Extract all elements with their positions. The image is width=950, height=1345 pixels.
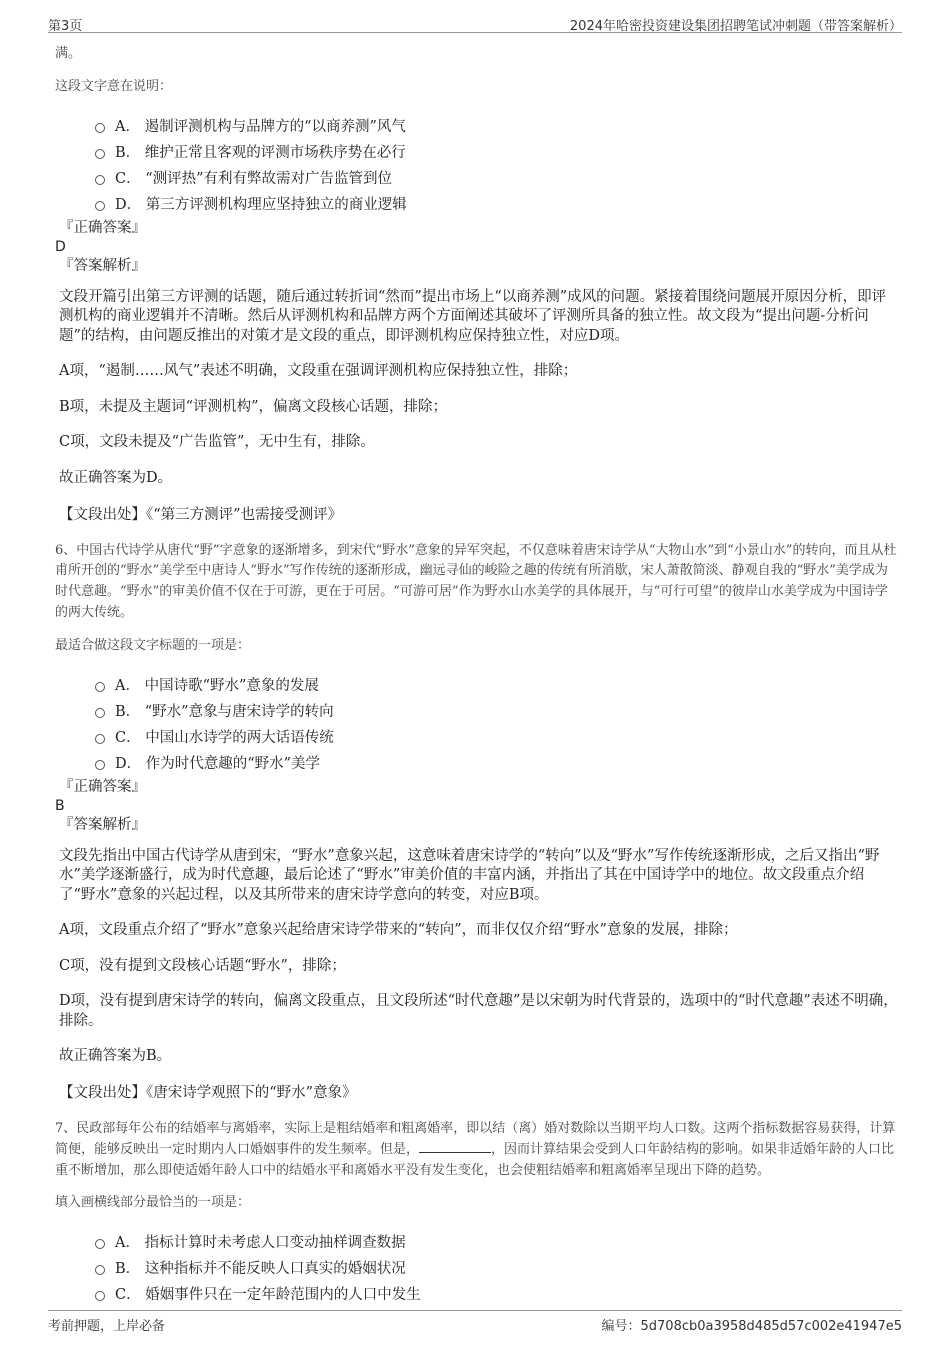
option-d[interactable]: D． 第三方评测机构理应坚持独立的商业逻辑 bbox=[95, 192, 898, 218]
option-a[interactable]: A． 中国诗歌“野水”意象的发展 bbox=[95, 673, 898, 699]
analysis-label: 『答案解析』 bbox=[59, 816, 146, 833]
radio-icon[interactable] bbox=[95, 1239, 105, 1249]
radio-icon[interactable] bbox=[95, 175, 105, 185]
radio-icon[interactable] bbox=[95, 1265, 105, 1275]
source-citation: 【文段出处】《唐宋诗学观照下的“野水”意象》 bbox=[59, 1085, 357, 1102]
answer-value: B bbox=[55, 797, 65, 814]
q7-options bbox=[95, 1230, 898, 1308]
option-a[interactable]: A． 指标计算时未考虑人口变动抽样调查数据 bbox=[95, 1230, 898, 1256]
radio-icon[interactable] bbox=[95, 149, 105, 159]
analysis-paragraph: B项，未提及主题词“评测机构”，偏离文段核心话题，排除； bbox=[59, 398, 447, 415]
option-b[interactable]: B． 维护正常且客观的评测市场秩序势在必行 bbox=[95, 140, 898, 166]
analysis-paragraph: C项，没有提到文段核心话题“野水”，排除； bbox=[59, 957, 346, 974]
radio-icon[interactable] bbox=[95, 682, 105, 692]
analysis-paragraph: A项，文段重点介绍了“野水”意象兴起给唐宋诗学带来的“转向”，而非仅仅介绍“野水”意象的发展，排除； bbox=[59, 922, 738, 939]
analysis-paragraph: A项，“遏制……风气”表述不明确，文段重在强调评测机构应保持独立性，排除； bbox=[59, 363, 578, 380]
option-d[interactable]: D． 作为时代意趣的“野水”美学 bbox=[95, 751, 898, 777]
q6-stem: 6、中国古代诗学从唐代“野”字意象的逐渐增多，到宋代“野水”意象的异军突起，不仅意味着唐宋诗学从“大物山水”到“小景山水”的转向，而且从杜甫所开创的“野水”美学至中唐诗人“野水”写作传统的逐渐形成，幽远寻仙的峻险之趣的传统有所消歇，宋人萧散简淡、静观自我的“野水”美学成为时代意趣。“野水”的审美价值不仅在于可游，更在于可居。“可游可居”作为野水山水美学的具体展开，与“可行可望”的彼岸山水美学成为中国诗学的两大传统。 bbox=[55, 542, 897, 620]
page-header bbox=[48, 10, 902, 33]
answer-label: 『正确答案』 bbox=[59, 778, 146, 795]
q5-stem-end: 满。 bbox=[55, 46, 82, 61]
q6-options bbox=[95, 673, 898, 777]
option-a[interactable]: A． 遏制评测机构与品牌方的“以商养测”风气 bbox=[95, 114, 898, 140]
radio-icon[interactable] bbox=[95, 201, 105, 211]
analysis-paragraph: 文段先指出中国古代诗学从唐到宋，“野水”意象兴起，这意味着唐宋诗学的“转向”以及“野水”写作传统逐渐形成，之后又指出“野水”美学逐渐盛行，成为时代意趣，最后论述了“野水”审美价值的丰富内涵，并指出了其在中国诗学中的地位。故文段重点介绍了“野水”意象的兴起过程，以及其所带来的唐宋诗学意向的转变，对应B项。 bbox=[59, 847, 880, 903]
q7-prompt: 填入画横线部分最恰当的一项是： bbox=[55, 1195, 251, 1211]
option-c[interactable]: C． 中国山水诗学的两大话语传统 bbox=[95, 725, 898, 751]
option-b[interactable]: B． “野水”意象与唐宋诗学的转向 bbox=[95, 699, 898, 725]
document-title: 2024年哈密投资建设集团招聘笔试冲刺题（带答案解析） bbox=[569, 19, 902, 34]
answer-value: D bbox=[55, 238, 66, 255]
analysis-paragraph: 故正确答案为D。 bbox=[59, 469, 173, 486]
radio-icon[interactable] bbox=[95, 760, 105, 770]
q6-prompt: 最适合做这段文字标题的一项是： bbox=[55, 637, 251, 653]
q5-options bbox=[95, 114, 898, 218]
option-c[interactable]: C． 婚姻事件只在一定年龄范围内的人口中发生 bbox=[95, 1282, 898, 1308]
option-c[interactable]: C． “测评热”有利有弊故需对广告监管到位 bbox=[95, 166, 898, 192]
radio-icon[interactable] bbox=[95, 1291, 105, 1301]
q5-prompt: 这段文字意在说明： bbox=[55, 78, 173, 94]
analysis-paragraph: 故正确答案为B。 bbox=[59, 1048, 172, 1065]
q7-stem: 7、民政部每年公布的结婚率与离婚率，实际上是粗结婚率和粗离婚率，即以结（离）婚对数除以当期平均人口数。这两个指标数据容易获得，计算简便，能够反映出一定时期内人口婚姻事件的发生频率。但是， ，因而计算结果会受到人口年龄结构的影响。如果非适婚年龄的人口比重不断增加，那么即使适婚年龄人口中的结婚水平和离婚水平没有发生变化，也会使粗结婚率和粗离婚率呈现出下降的趋势。 bbox=[55, 1121, 896, 1178]
radio-icon[interactable] bbox=[95, 708, 105, 718]
document-code: 编号：5d708cb0a3958d485d57c002e41947e5 bbox=[601, 1319, 902, 1334]
document-body bbox=[55, 44, 898, 1308]
footer-slogan: 考前押题，上岸必备 bbox=[48, 1319, 166, 1334]
analysis-paragraph: D项，没有提到唐宋诗学的转向，偏离文段重点，且文段所述“时代意趣”是以宋朝为时代背景的，选项中的“时代意趣”表述不明确，排除。 bbox=[59, 993, 898, 1029]
fill-blank bbox=[419, 1141, 491, 1153]
analysis-paragraph: 文段开篇引出第三方评测的话题，随后通过转折词“然而”提出市场上“以商养测”成风的问题。紧接着围绕问题展开原因分析，即评测机构的商业逻辑并不清晰。然后从评测机构和品牌方两个方面阐述其破坏了评测所具备的独立性。故文段为“提出问题-分析问题”的结构，由问题反推出的对策才是文段的重点，即评测机构应保持独立性，对应D项。 bbox=[59, 288, 887, 344]
answer-label: 『正确答案』 bbox=[59, 219, 146, 236]
option-b[interactable]: B． 这种指标并不能反映人口真实的婚姻状况 bbox=[95, 1256, 898, 1282]
radio-icon[interactable] bbox=[95, 123, 105, 133]
radio-icon[interactable] bbox=[95, 734, 105, 744]
analysis-label: 『答案解析』 bbox=[59, 257, 146, 274]
analysis-paragraph: C项，文段未提及“广告监管”，无中生有，排除。 bbox=[59, 434, 375, 451]
page-footer bbox=[48, 1310, 902, 1335]
page-number: 第3页 bbox=[48, 19, 83, 34]
source-citation: 【文段出处】《“第三方测评”也需接受测评》 bbox=[59, 506, 343, 523]
